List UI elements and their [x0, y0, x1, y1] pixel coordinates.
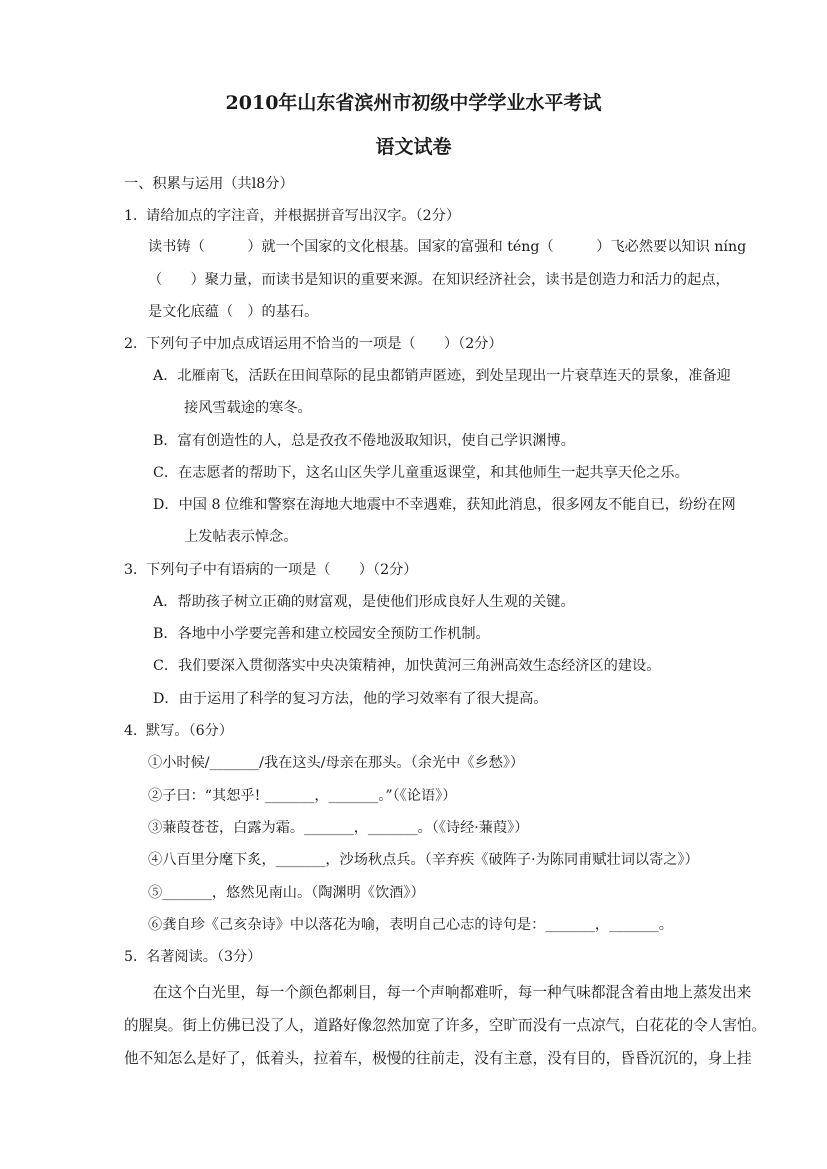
dictation-item-3: ③蒹葭苍苍，白露为霜。_______，_______。（《诗经·蒹葭》）	[148, 820, 529, 836]
question-4	[124, 721, 233, 741]
option-a: A．帮助孩子树立正确的财富观，是使他们形成良好人生观的关键。	[153, 594, 575, 610]
question-stem: 下列句子中加点成语运用不恰当的一项是（ ）（2分）	[146, 336, 503, 352]
question-3	[124, 560, 418, 580]
question-2	[124, 334, 503, 354]
question-1-line-1: 读书铸（ ）就一个国家的文化根基。国家的富强和 téng（ ）飞必然要以知识 níng	[148, 239, 747, 255]
question-number: 5．	[124, 949, 148, 965]
option-c: C．在志愿者的帮助下，这名山区失学儿童重返课堂，和其他师生一起共享天伦之乐。	[153, 465, 689, 481]
question-1-line-3: 是文化底蕴（ ）的基石。	[148, 304, 319, 320]
question-stem: 名著阅读。（3分）	[146, 949, 262, 965]
question-number: 1．	[124, 208, 148, 224]
dictation-item-5: ⑤_______，悠然见南山。（陶渊明《饮酒》）	[148, 885, 425, 901]
option-c: C．我们要深入贯彻落实中央决策精神，加快黄河三角洲高效生态经济区的建设。	[153, 658, 661, 674]
section-heading: 一、积累与运用（共l8分）	[124, 176, 294, 192]
question-number: 4．	[124, 723, 148, 739]
page-subtitle: 语文试卷	[375, 136, 452, 158]
option-d-line-2: 上发帖表示悼念。	[184, 529, 298, 545]
dictation-item-6: ⑥龚自珍《己亥杂诗》中以落花为喻，表明自己心志的诗句是：_______，_______。	[148, 917, 673, 933]
dictation-item-1: ①小时候/_______/我在这头/母亲在那头。（余光中《乡愁》）	[148, 755, 525, 771]
question-number: 3．	[124, 562, 148, 578]
question-1	[124, 206, 460, 226]
option-d: D．由于运用了科学的复习方法，他的学习效率有了很大提高。	[153, 691, 548, 707]
question-stem: 请给加点的字注音，并根据拼音写出汉字。（2分）	[146, 208, 461, 224]
option-d-line-1: D．中国 8 位维和警察在海地大地震中不幸遇难，获知此消息，很多网友不能自已，纷纷在网	[153, 497, 736, 513]
question-stem: 下列句子中有语病的一项是（ ）（2分）	[146, 562, 418, 578]
question-number: 2．	[124, 336, 148, 352]
reading-passage-line-2: 的腥臭。街上仿佛已没了人，道路好像忽然加宽了许多，空旷而没有一点凉气，白花花的令人害怕。	[124, 1017, 767, 1034]
option-a-line-2: 接风雪载途的寒冬。	[184, 400, 312, 416]
option-a-line-1: A．北雁南飞，活跃在田间草际的昆虫都销声匿迹，到处呈现出一片衰草连天的景象，准备迎	[153, 368, 731, 384]
reading-passage-line-3: 他不知怎么是好了，低着头，拉着车，极慢的往前走，没有主意，没有目的，昏昏沉沉的，身上挂	[124, 1050, 752, 1067]
option-b: B．富有创造性的人，总是孜孜不倦地汲取知识，使自己学识渊博。	[153, 433, 575, 449]
question-5	[124, 947, 261, 967]
dictation-item-2: ②子曰：“其恕乎! _______，_______。”（《论语》）	[148, 788, 457, 804]
page-title: 2010年山东省滨州市初级中学学业水平考试	[225, 92, 602, 114]
question-1-line-2: （ ）聚力量，而读书是知识的重要来源。在知识经济社会，读书是创造力和活力的起点，	[148, 272, 730, 288]
reading-passage-line-1: 在这个白光里，每一个颜色都刺目，每一个声响都难听，每一种气味都混含着由地上蒸发出来	[153, 984, 752, 1001]
dictation-item-4: ④八百里分麾下炙，_______，沙场秋点兵。（辛弃疾《破阵子·为陈同甫赋壮词以寄之》）	[148, 852, 699, 868]
question-stem: 默写。（6分）	[146, 723, 234, 739]
option-b: B．各地中小学要完善和建立校园安全预防工作机制。	[153, 626, 490, 642]
